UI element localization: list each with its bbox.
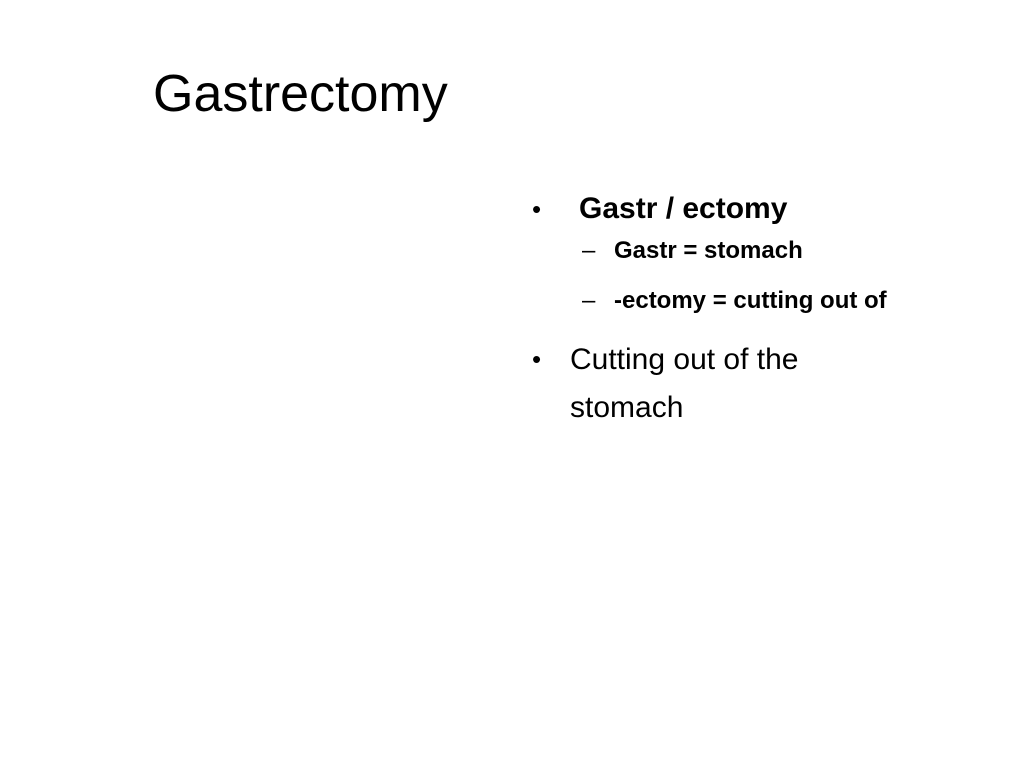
sub-bullet-marker: – bbox=[582, 287, 596, 314]
spacer bbox=[526, 316, 996, 336]
sub-bullet-marker: – bbox=[582, 237, 596, 264]
bullet-marker: • bbox=[532, 344, 542, 374]
sub-bullet-item bbox=[526, 236, 996, 266]
sub-bullet-item bbox=[526, 286, 996, 316]
bullet-marker: • bbox=[532, 194, 542, 224]
slide-title: Gastrectomy bbox=[153, 65, 448, 123]
bullet-list bbox=[526, 186, 996, 432]
sub-bullet-text: Gastr = stomach bbox=[614, 237, 803, 264]
bullet-text: Cutting out of the stomach bbox=[570, 343, 799, 424]
sub-bullet-text: -ectomy = cutting out of bbox=[614, 287, 887, 314]
bullet-item bbox=[526, 186, 996, 232]
bullet-item bbox=[526, 336, 996, 432]
bullet-text: Gastr / ectomy bbox=[579, 192, 788, 225]
